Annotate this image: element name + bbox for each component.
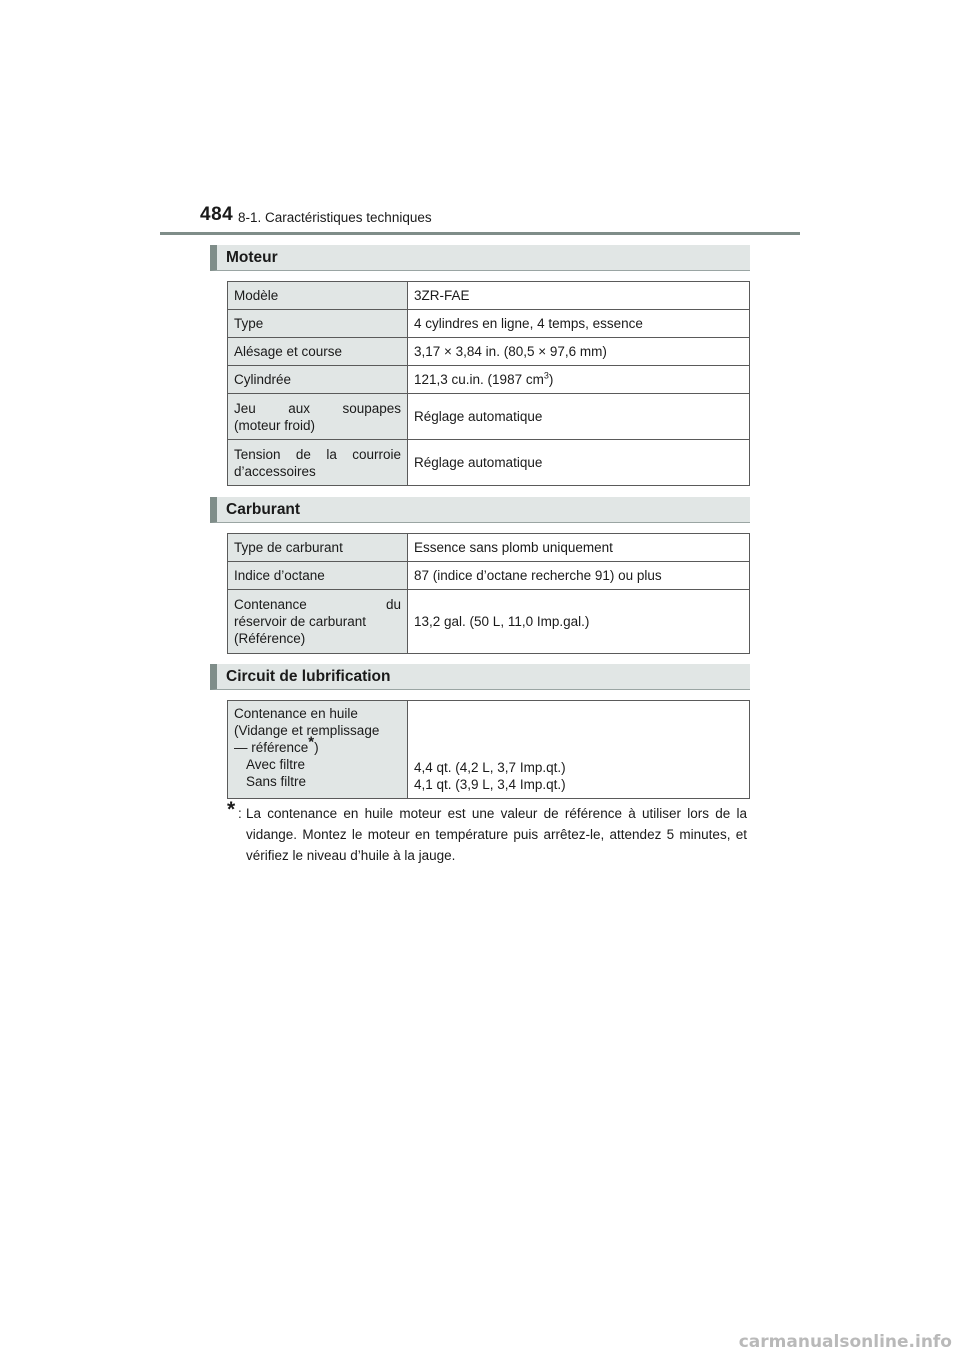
row-label (228, 701, 408, 799)
label-line-3 (234, 733, 401, 756)
section-title: Moteur (226, 249, 278, 266)
value-superscript: 3 (543, 370, 549, 381)
row-value: Réglage automatique (408, 440, 750, 486)
asterisk: * (308, 733, 315, 751)
table-row (228, 310, 750, 338)
chapter-title: 8-1. Caractéristiques techniques (238, 210, 432, 225)
lubrification-table (227, 700, 750, 799)
label-line-5: Sans filtre (246, 774, 307, 789)
section-carburant-heading (210, 497, 750, 523)
row-label: Type de carburant (228, 534, 408, 562)
table-row (228, 440, 750, 486)
table-row (228, 590, 750, 654)
row-value: 13,2 gal. (50 L, 11,0 Imp.gal.) (408, 590, 750, 654)
row-value: 3,17 × 3,84 in. (80,5 × 97,6 mm) (408, 338, 750, 366)
row-value: 4 cylindres en ligne, 4 temps, essence (408, 310, 750, 338)
page-header (160, 200, 800, 236)
label-line-2: (Vidange et remplissage (234, 723, 380, 738)
label-line-1: Contenance en huile (234, 706, 358, 721)
table-row (228, 366, 750, 394)
row-label: Indice d’octane (228, 562, 408, 590)
table-row (228, 534, 750, 562)
label-line-2: réservoir de carburant (234, 614, 367, 629)
label-line-1: Tension de la courroie (234, 446, 401, 462)
row-value: 3ZR-FAE (408, 282, 750, 310)
row-value: Essence sans plomb uniquement (408, 534, 750, 562)
row-value: Réglage automatique (408, 394, 750, 440)
footnote-text: La contenance en huile moteur est une valeur de référence à utiliser lors de la vidange. Montez le moteur en température puis arrêtez-le, attendez 5 minutes, et vérifiez le niveau d’huile à la jauge. (246, 806, 747, 863)
row-label: Modèle (228, 282, 408, 310)
section-moteur-heading (210, 245, 750, 271)
label-line-1: Jeu aux soupapes (234, 400, 401, 416)
row-label: Alésage et course (228, 338, 408, 366)
row-label (228, 590, 408, 654)
value-end: ) (548, 372, 554, 387)
section-title: Carburant (226, 501, 301, 518)
page-number: 484 (200, 204, 234, 225)
table-row (228, 394, 750, 440)
table-row (228, 562, 750, 590)
row-label (228, 440, 408, 486)
section-title: Circuit de lubrification (226, 668, 391, 685)
label-line-1: Contenance du (234, 597, 401, 612)
table-row (228, 282, 750, 310)
watermark-text: carmanualsonline.info (738, 1332, 952, 1352)
label-line-3: (Référence) (234, 631, 306, 646)
footnote (227, 798, 747, 866)
label-text: — référence (234, 740, 309, 755)
row-label: Cylindrée (228, 366, 408, 394)
row-value (408, 366, 750, 394)
row-value (408, 701, 750, 799)
value-line-2: 4,1 qt. (3,9 L, 3,4 Imp.qt.) (414, 777, 566, 792)
label-end: ) (314, 740, 319, 755)
label-line-2: d’accessoires (234, 463, 316, 479)
row-label: Type (228, 310, 408, 338)
table-row (228, 338, 750, 366)
header-rule (160, 232, 800, 235)
row-value: 87 (indice d’octane recherche 91) ou plus (408, 562, 750, 590)
moteur-table (227, 281, 750, 486)
label-line-4: Avec filtre (246, 757, 306, 772)
row-label (228, 394, 408, 440)
label-line-2: (moteur froid) (234, 417, 316, 433)
value-main: 121,3 cu.in. (1987 cm (414, 372, 544, 387)
carburant-table (227, 533, 750, 654)
footnote-asterisk: * (227, 798, 236, 821)
value-line-1: 4,4 qt. (4,2 L, 3,7 Imp.qt.) (414, 760, 566, 775)
section-lubrification-heading (210, 664, 750, 690)
table-row (228, 701, 750, 799)
footnote-colon: : (238, 806, 242, 821)
